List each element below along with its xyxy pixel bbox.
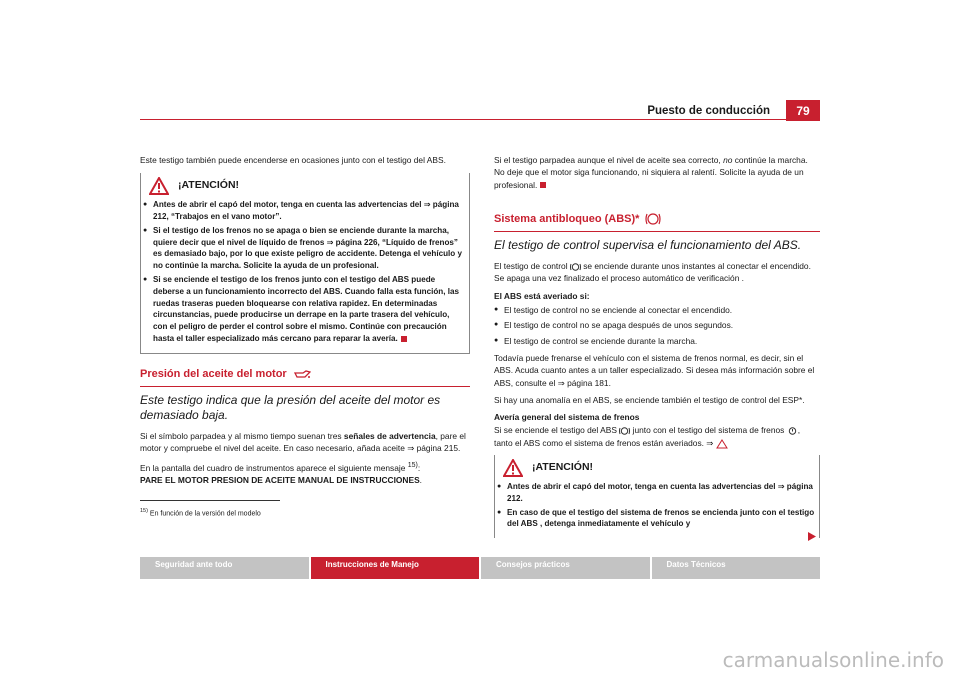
bold-text: El ABS está averiado si: [494, 290, 590, 301]
section-subheading: Este testigo indica que la presión del aceite del motor es demasiado baja. [140, 393, 441, 423]
footnote-mark: 15) [140, 508, 148, 515]
message-text: PARE EL MOTOR PRESION DE ACEITE MANUAL DE INSTRUCCIONES [140, 474, 420, 485]
end-mark-icon [540, 182, 546, 188]
list-item: ● El testigo de control no se apaga después de unos segundos. [494, 319, 820, 331]
section-subheading: El testigo de control supervisa el funcionamiento del ABS. [494, 238, 802, 253]
oil-paragraph-2: En la pantalla del cuadro de instrumentos aparece el siguiente mensaje $^{15)}$: PARE EL MOTOR PRESION DE ACEITE MANUAL DE INSTRUCCIONES. [140, 461, 422, 485]
right-column [494, 154, 820, 548]
abs-icon [619, 427, 630, 435]
watermark: carmanualsonline.info [722, 648, 944, 672]
brake-icon [787, 427, 798, 435]
warning-title: ¡ATENCIÓN! [532, 461, 594, 474]
warning-box [140, 173, 470, 354]
continue-arrow-icon [808, 532, 816, 541]
list-item: ● El testigo de control no se enciende al conectar el encendido. [494, 304, 820, 316]
oil-continue-paragraph [494, 154, 820, 191]
abs-paragraph-3: Si hay una anomalía en el ABS, se enciende también el testigo de control del ESP*. [494, 394, 805, 405]
abs-fault-heading [494, 290, 820, 302]
emphasis-text: no [723, 155, 733, 165]
warning-box [494, 455, 820, 538]
warning-triangle-icon [149, 177, 169, 195]
text: El testigo de control [494, 261, 568, 272]
tab-instrucciones[interactable]: Instrucciones de Manejo [311, 557, 480, 579]
warning-title: ¡ATENCIÓN! [178, 179, 240, 192]
header-rule [140, 119, 820, 120]
text: , pare el motor y compruebe el nivel del aceite. En caso necesario, añada aceite ⇒ página 215. [140, 431, 466, 454]
section-heading-text: Sistema antibloqueo (ABS)* [494, 212, 640, 225]
warning-triangle-icon [716, 439, 728, 449]
warning-item-text: Si se enciende el testigo de los frenos junto con el testigo del ABS puede deberse a un funcionamiento incorrecto del ABS. Cuando falla esta función, las ruedas traseras pueden bloquearse con relativa rapidez. En determinadas circunstancias, puede producirse un derrape en la parte trasera del vehículo, con el peligro de perder el control sobre el mismo. Continúe con precaución hasta el taller especializado más cercano para reparar la avería. [153, 275, 459, 344]
abs-paragraph-1 [494, 260, 820, 285]
page-number-badge: 79 [786, 100, 820, 121]
bold-text: Avería general del sistema de frenos [494, 412, 640, 423]
brake-paragraph [494, 424, 820, 449]
intro-paragraph: Este testigo también puede encenderse en ocasiones junto con el testigo del ABS. [140, 155, 446, 165]
abs-fault-list [494, 304, 820, 347]
text: continúe la marcha. No deje que el motor siga funcionando, ni siquiera al ralentí. Solicite la ayuda de un profesional. [494, 155, 808, 190]
footnote-text: En función de la versión del modelo [149, 510, 261, 518]
section-heading-abs [494, 213, 820, 232]
warning-triangle-icon [503, 459, 523, 477]
section-nav-bar [140, 557, 820, 579]
oil-paragraph-1 [140, 430, 470, 455]
text: Si el símbolo parpadea y al mismo tiempo suenan tres [140, 431, 344, 442]
section-heading-text: Presión del aceite del motor [140, 367, 287, 380]
brake-heading [494, 411, 820, 423]
page-title: Puesto de conducción [647, 105, 770, 117]
text: se enciende durante unos instantes al conectar el encendido. Se apaga una vez finalizado el proceso automático de verificación . [494, 261, 811, 284]
tab-datos[interactable]: Datos Técnicos [652, 557, 821, 579]
text: , tanto el ABS como el sistema de frenos están averiados. ⇒ [494, 425, 801, 448]
warning-item: ● En caso de que el testigo del sistema de frenos se encienda junto con el testigo del ABS , detenga inmediatamente el vehículo y [497, 507, 815, 531]
oil-can-icon [293, 369, 311, 379]
abs-paragraph-2: Todavía puede frenarse el vehículo con el sistema de frenos normal, es decir, sin el ABS. Acuda cuanto antes a un taller especializado. Si desea más información sobre el ABS, consulte el ⇒ página 181. [494, 352, 815, 388]
text: junto con el testigo del sistema de frenos [632, 425, 785, 436]
abs-icon [645, 213, 661, 225]
text: Si el testigo parpadea aunque el nivel de aceite sea correcto, [494, 155, 724, 165]
abs-icon [570, 263, 581, 271]
end-mark-icon [401, 336, 407, 342]
list-item: ● El testigo de control se enciende durante la marcha. [494, 335, 820, 347]
left-column [140, 154, 470, 521]
footnote-rule [140, 500, 280, 501]
footnote-ref: 15) [407, 461, 418, 469]
tab-seguridad[interactable]: Seguridad ante todo [140, 557, 309, 579]
tab-consejos[interactable]: Consejos prácticos [481, 557, 650, 579]
footnote [140, 505, 470, 521]
warning-item [143, 274, 465, 345]
text: En la pantalla del cuadro de instrumentos aparece el siguiente mensaje [140, 462, 406, 473]
bold-text: señales de advertencia [343, 431, 436, 442]
text: Si se enciende el testigo del ABS [494, 425, 617, 436]
warning-item: ● Antes de abrir el capó del motor, tenga en cuenta las advertencias del ⇒ página 212. [497, 481, 815, 505]
section-heading-oil [140, 368, 470, 387]
warning-item: ● Antes de abrir el capó del motor, tenga en cuenta las advertencias del ⇒ página 212, “Trabajos en el vano motor”. [143, 199, 465, 223]
warning-item: ● Si el testigo de los frenos no se apaga o bien se enciende durante la marcha, quiere decir que el nivel de líquido de frenos ⇒ página 226, “Líquido de frenos” es demasiado bajo, por lo que existe peligro de accidente. Detenga el vehículo y no continúe la marcha. Solicite la ayuda de un profesional. [143, 225, 465, 272]
